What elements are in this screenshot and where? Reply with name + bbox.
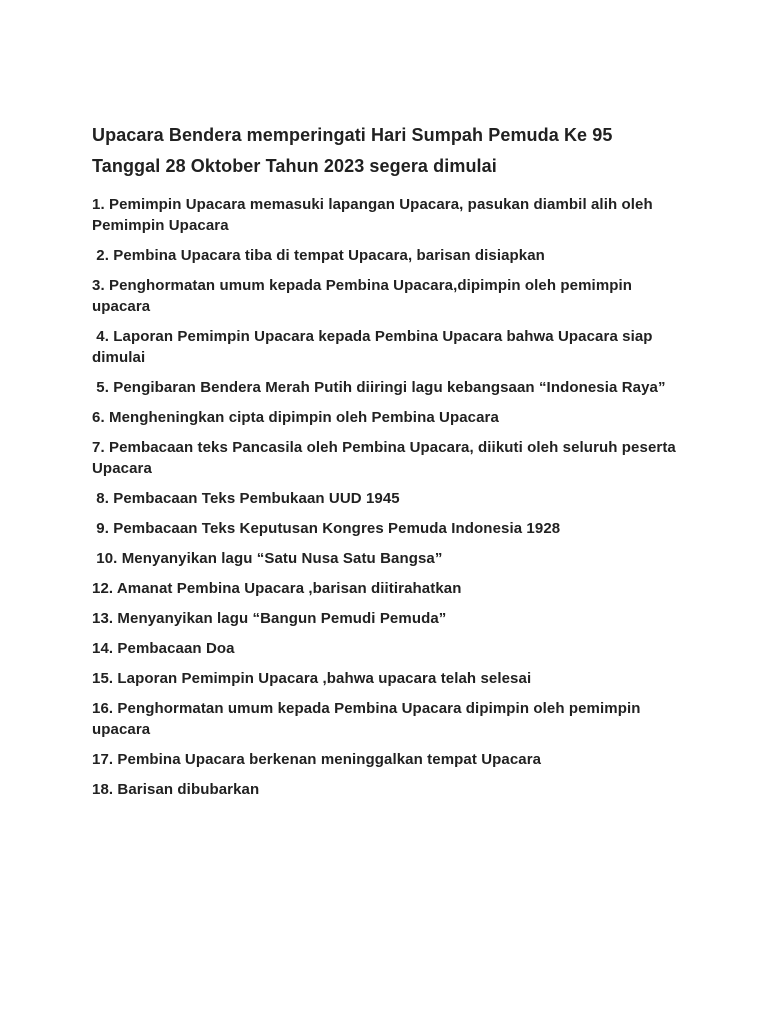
document-title [92,120,678,182]
document-title-line-2: Tanggal 28 Oktober Tahun 2023 segera dimulai [92,155,497,176]
document-title-line-1: Upacara Bendera memperingati Hari Sumpah Pemuda Ke 95 [92,125,613,145]
ceremony-item-4: 4. Laporan Pemimpin Upacara kepada Pembina Upacara bahwa Upacara siap dimulai [92,327,657,366]
ceremony-item-2: 2. Pembina Upacara tiba di tempat Upacara, barisan disiapkan [92,246,545,264]
ceremony-item-18: 18. Barisan dibubarkan [92,780,260,798]
ceremony-item-17: 17. Pembina Upacara berkenan meninggalkan tempat Upacara [92,750,542,768]
ceremony-item-12: 12. Amanat Pembina Upacara ,barisan diitirahatkan [92,579,462,597]
ceremony-item-14: 14. Pembacaan Doa [92,639,235,657]
ceremony-item-15: 15. Laporan Pemimpin Upacara ,bahwa upacara telah selesai [92,669,532,687]
ceremony-item-8: 8. Pembacaan Teks Pembukaan UUD 1945 [92,489,400,507]
ceremony-item-13: 13. Menyanyikan lagu “Bangun Pemudi Pemuda” [92,609,447,627]
ceremony-item-6: 6. Mengheningkan cipta dipimpin oleh Pembina Upacara [92,408,499,426]
ceremony-item-3: 3. Penghormatan umum kepada Pembina Upacara,dipimpin oleh pemimpin upacara [92,276,637,315]
ceremony-item-7: 7. Pembacaan teks Pancasila oleh Pembina Upacara, diikuti oleh seluruh peserta Upacara [92,438,681,477]
ceremony-item-1: 1. Pemimpin Upacara memasuki lapangan Upacara, pasukan diambil alih oleh Pemimpin Upacara [92,195,658,234]
ceremony-item-5: 5. Pengibaran Bendera Merah Putih diiringi lagu kebangsaan “Indonesia Raya” [92,378,666,396]
ceremony-item-10: 10. Menyanyikan lagu “Satu Nusa Satu Bangsa” [92,549,443,567]
ceremony-item-9: 9. Pembacaan Teks Keputusan Kongres Pemuda Indonesia 1928 [92,519,561,537]
ceremony-item-16: 16. Penghormatan umum kepada Pembina Upacara dipimpin oleh pemimpin upacara [92,699,645,738]
